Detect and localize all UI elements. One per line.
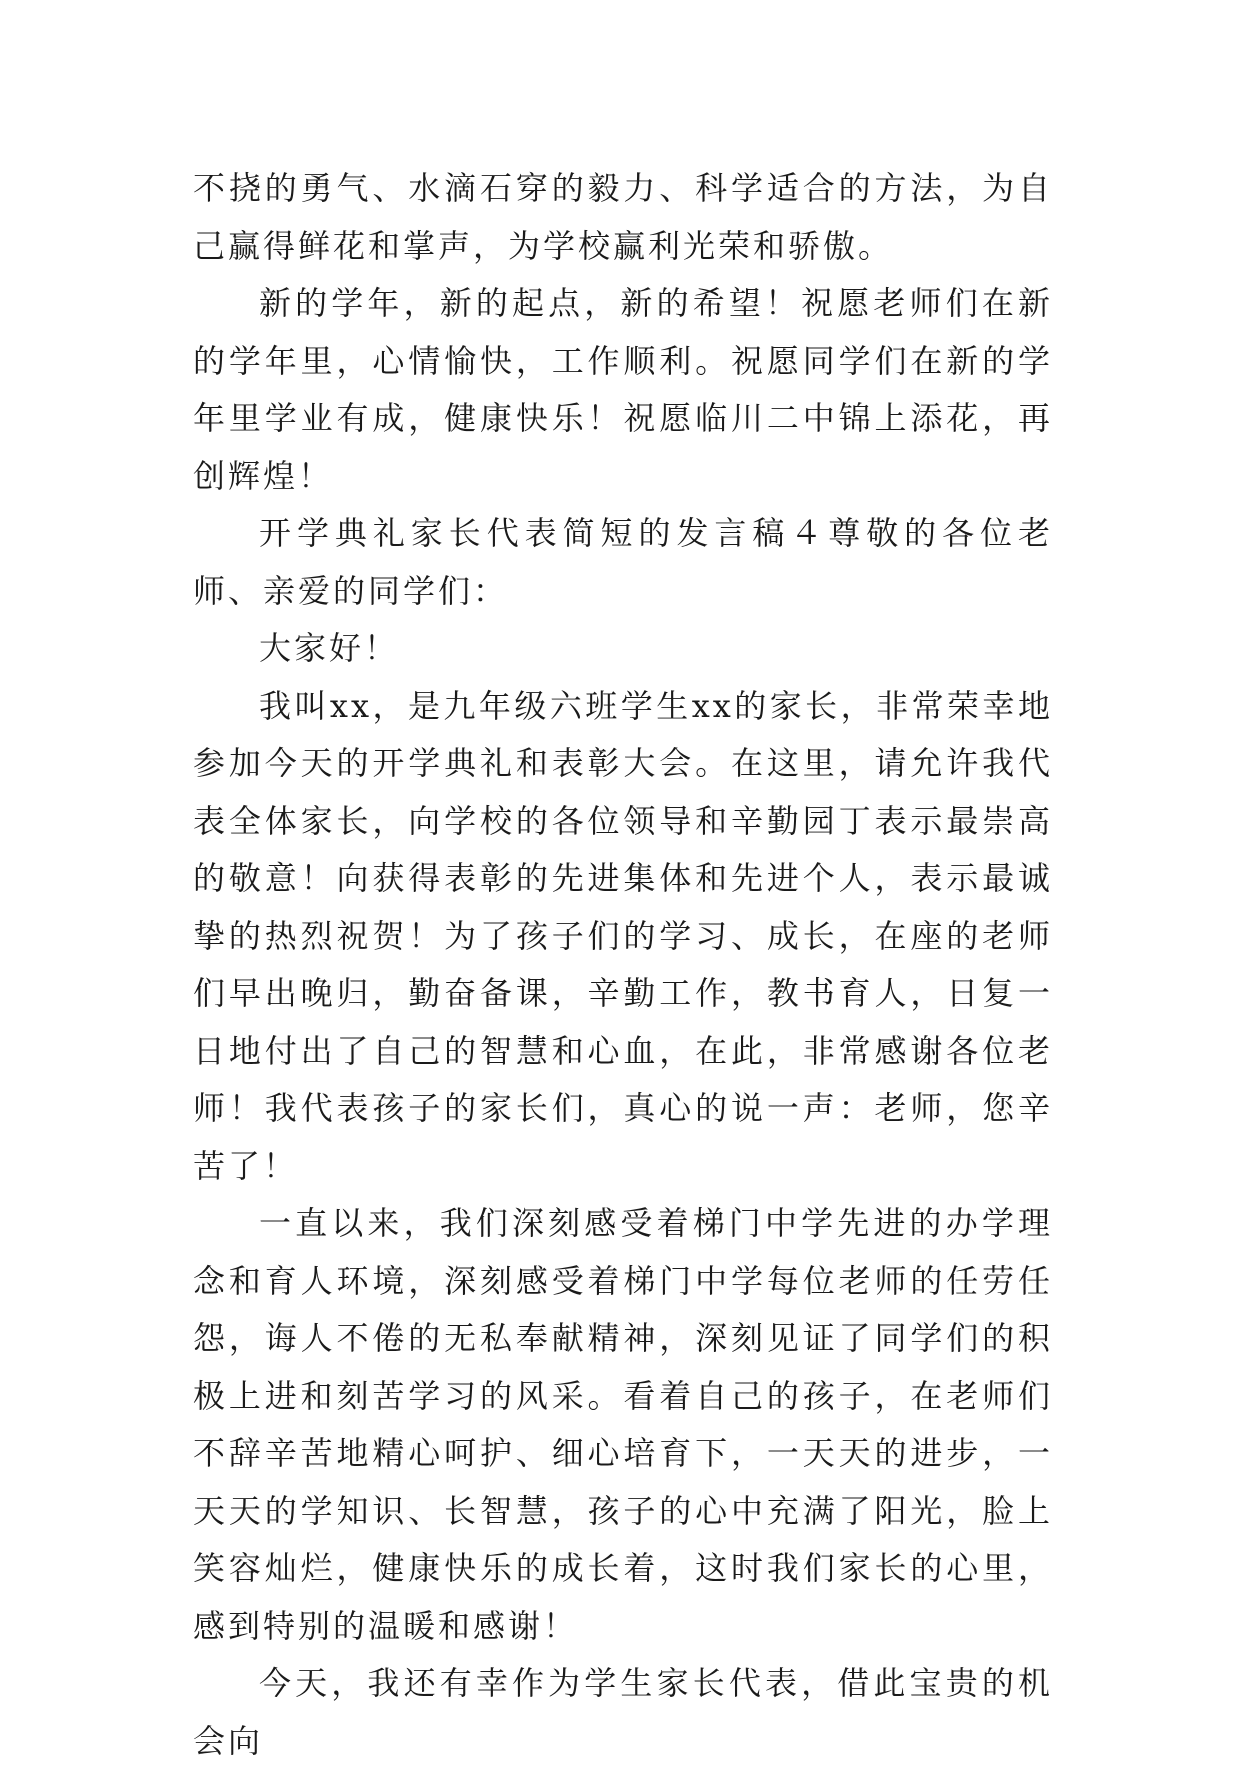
paragraph-7: 今天，我还有幸作为学生家长代表，借此宝贵的机会向 xyxy=(193,1664,1053,1760)
paragraph-6: 一直以来，我们深刻感受着梯门中学先进的办学理念和育人环境，深刻感受着梯门中学每位老师的任劳任怨，诲人不倦的无私奉献精神，深刻见证了同学们的积极上进和刻苦学习的风采。看着自己的孩子，在老师们不辞辛苦地精心呵护、细心培育下，一天天的进步，一天天的学知识、长智慧，孩子的心中充满了阳光，脸上笑容灿烂，健康快乐的成长着，这时我们家长的心里，感到特别的温暖和感谢！ xyxy=(193,1204,1053,1645)
document-page xyxy=(193,160,1053,1770)
paragraph-3: 开学典礼家长代表简短的发言稿４尊敬的各位老师、亲爱的同学们： xyxy=(193,514,1053,610)
paragraph-1: 不挠的勇气、水滴石穿的毅力、科学适合的方法，为自己赢得鲜花和掌声，为学校赢利光荣和骄傲。 xyxy=(193,169,1053,265)
paragraph-5: 我叫xx，是九年级六班学生xx的家长，非常荣幸地参加今天的开学典礼和表彰大会。在这里，请允许我代表全体家长，向学校的各位领导和辛勤园丁表示最崇高的敬意！向获得表彰的先进集体和先进个人，表示最诚挚的热烈祝贺！为了孩子们的学习、成长，在座的老师们早出晚归，勤奋备课，辛勤工作，教书育人，日复一日地付出了自己的智慧和心血，在此，非常感谢各位老师！我代表孩子的家长们，真心的说一声：老师，您辛苦了！ xyxy=(193,686,1053,1185)
paragraph-4: 大家好！ xyxy=(259,629,400,667)
paragraph-2: 新的学年，新的起点，新的希望！祝愿老师们在新的学年里，心情愉快，工作顺利。祝愿同学们在新的学年里学业有成，健康快乐！祝愿临川二中锦上添花，再创辉煌！ xyxy=(193,284,1053,495)
